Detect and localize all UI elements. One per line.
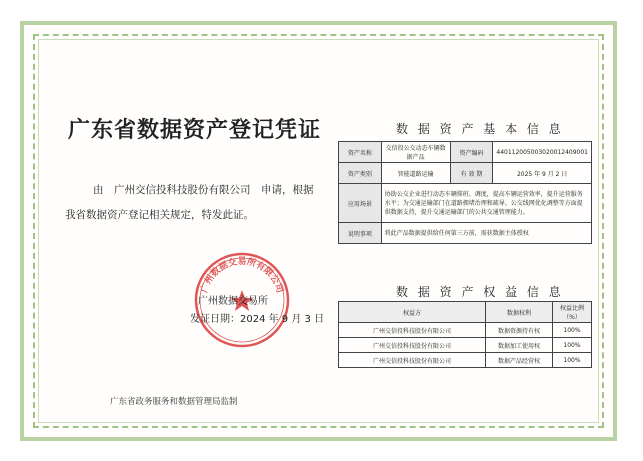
data-right: 数据加工使用权 [486, 338, 553, 353]
seal-text: 广州数据交易所有限公司 [199, 257, 285, 295]
rights-holder: 广州交信投科技股份有限公司 [339, 323, 486, 338]
statement-line-2: 我省数据资产登记相关规定，特发此证。 [65, 209, 254, 221]
table-row [339, 353, 592, 368]
asset-name-label: 资产名称 [339, 142, 382, 163]
table-header-row [339, 302, 592, 323]
asset-code: 440112005003020012409001 [493, 142, 592, 163]
notes: 将此产品数据提供给任何第三方前，需获数据主体授权 [381, 223, 591, 244]
issuer-name: 广州数据交易所 [198, 296, 268, 307]
table-row [339, 142, 592, 163]
scenario-label: 应用场景 [339, 184, 382, 223]
header-data-rights: 数据权利 [486, 302, 553, 323]
data-right: 数据产品经营权 [486, 353, 553, 368]
table-row [339, 184, 592, 223]
table-row [339, 163, 592, 184]
asset-code-label: 资产编码 [450, 142, 493, 163]
asset-category: 智能道路运输 [381, 163, 450, 184]
data-right: 数据资源持有权 [486, 323, 553, 338]
basic-info-title: 数 据 资 产 基 本 信 息 [396, 122, 564, 136]
table-row [339, 223, 592, 244]
table-row [339, 338, 592, 353]
rights-info-table [338, 301, 592, 368]
rights-holder: 广州交信投科技股份有限公司 [339, 338, 486, 353]
basic-info-table [338, 141, 592, 244]
rights-ratio: 100% [553, 323, 592, 338]
scenario: 协助公交企业进行动态车辆排班、调度，提高车辆运营效率，提升运营服务水平；为交通运输部门在道路拥堵治理和疏导、公交线网优化调整等方面提供数据支持，提升交通运输部门的公共交通管理能力。 [381, 184, 591, 223]
table-row [339, 323, 592, 338]
asset-category-label: 资产类别 [339, 163, 382, 184]
header-rights-holder: 权益方 [339, 302, 486, 323]
validity: 2025 年 9 月 2 日 [493, 163, 592, 184]
validity-label: 有 效 期 [450, 163, 493, 184]
certificate-title: 广东省数据资产登记凭证 [68, 117, 322, 143]
rights-holder: 广州交信投科技股份有限公司 [339, 353, 486, 368]
rights-ratio: 100% [553, 353, 592, 368]
statement-line-1: 由 广州交信投科技股份有限公司 申请，根据 [93, 184, 314, 196]
rights-ratio: 100% [553, 338, 592, 353]
certificate-statement [65, 178, 330, 228]
svg-text:广州数据交易所有限公司 [198, 255, 287, 295]
asset-name: 交信投公交动态车辆数据产品 [381, 142, 450, 163]
issue-date: 发证日期：2024 年 9 月 3 日 [190, 314, 325, 325]
notes-label: 说明事项 [339, 223, 382, 244]
rights-info-title: 数 据 资 产 权 益 信 息 [396, 285, 564, 299]
header-rights-ratio: 权益比例（%） [553, 302, 592, 323]
supervisor-text: 广东省政务服务和数据管理局监制 [110, 397, 238, 407]
